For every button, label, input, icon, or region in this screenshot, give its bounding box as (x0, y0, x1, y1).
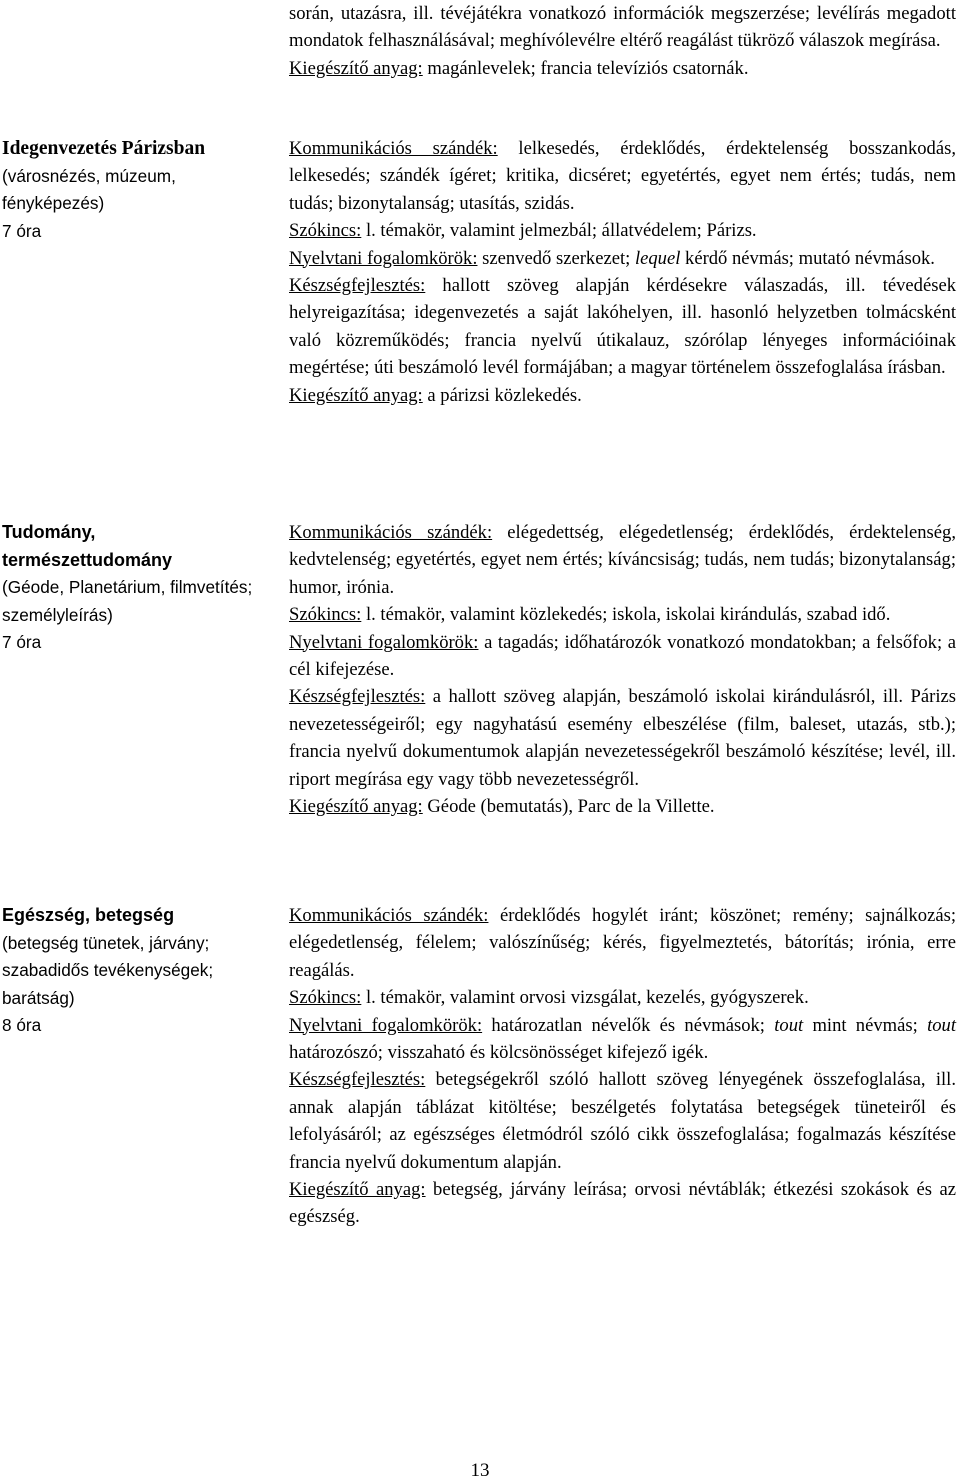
continuation-text: során, utazásra, ill. tévéjátékra vonatkozó információk megszerzése; levélírás megadott mondatok felhasználásával; meghívólevélre eltérő reagálást tükröző válaszok megírása. Kiegészítő anyag: magánlevelek; francia televíziós csatornák. (289, 3, 956, 79)
kommunikacios-szandek: Kommunikációs szándék: érdeklődés hogylét iránt; köszönet; remény; sajnálkozás; elégedetlenség, félelem; valószínűség; kérés, figyelmeztetés, bátorítás; irónia, erre reagálás. (289, 905, 956, 981)
topic-egeszseg (2, 902, 264, 1040)
topic-tudomany (2, 519, 264, 657)
kiegeszito-anyag: Kiegészítő anyag: betegség, járvány leírása; orvosi névtáblák; étkezési szokások és az egészség. (289, 1179, 956, 1228)
topic-title: Tudomány, (2, 522, 96, 542)
kiegeszito-anyag: Kiegészítő anyag: Géode (bemutatás), Parc de la Villette. (289, 796, 715, 818)
topic-title: Idegenvezetés Párizsban (2, 138, 206, 159)
szokincs: Szókincs: l. témakör, valamint jelmezbál; állatvédelem; Párizs. (289, 220, 757, 242)
kiegeszito-anyag: Kiegészítő anyag: a párizsi közlekedés. (289, 384, 582, 406)
continuation-block (289, 0, 956, 82)
topic-title: Egészség, betegség (2, 905, 175, 925)
keszsegfejlesztes: Készségfejlesztés: hallott szöveg alapján kérdésekre válaszadás, ill. tévedések helyreigazítása; idegenvezetés a saját lakóhelyen, ill. hasonló helyzetben tolmácsként való közreműködés; francia nyelvű útikalauz, szórólap lényeges információinak megértése; úti beszámoló levél formájában; a magyar történelem összefoglalása írásban. (289, 275, 956, 379)
szokincs: Szókincs: l. témakör, valamint orvosi vizsgálat, kezelés, gyógyszerek. (289, 987, 809, 1009)
nyelvtani-fogalomkorok: Nyelvtani fogalomkörök: határozatlan névelők és névmások; tout mint névmás; tout határozószó; visszaható és kölcsönösséget kifejező igék. (289, 1014, 956, 1064)
page-number: 13 (470, 1460, 490, 1481)
szokincs: Szókincs: l. témakör, valamint közlekedés; iskola, iskolai kirándulás, szabad idő. (289, 604, 891, 626)
topic-hours: 7 óra (2, 220, 42, 241)
kommunikacios-szandek: Kommunikációs szándék: lelkesedés, érdeklődés, érdektelenség bosszankodás, lelkesedés; szándék ígéret; kritika, dicséret; egyetértés, egyet nem értés; tudás, nem tudás; bizonytalanság; utasítás, szidás. (289, 138, 956, 214)
nyelvtani-fogalomkorok: Nyelvtani fogalomkörök: szenvedő szerkezet; lequel kérdő névmás; mutató névmások. (289, 247, 935, 269)
kieg-label: Kiegészítő anyag: (289, 57, 423, 79)
keszsegfejlesztes: Készségfejlesztés: a hallott szöveg alapján, beszámoló iskolai kirándulásról, ill. Párizs nevezetességeiről; egy nagyhatású esemény elbeszélése (film, baleset, utazás, stb.); francia nyelvű dokumentumok alapján nevezetességekről beszámoló készítése; levél, ill. riport megírása egy vagy több nevezetességről. (289, 686, 956, 790)
topic-hours: 8 óra (2, 1015, 42, 1035)
topic-description: (Géode, Planetárium, filmvetítés; személyleírás) (2, 577, 253, 625)
kommunikacios-szandek: Kommunikációs szándék: elégedettség, elégedetlenség; érdeklődés, érdektelenség, kedvtelenség; egyetértés, egyet nem értés; kíváncsiság; tudás, nem tudás; bizonytalanság; humor, irónia. (289, 522, 956, 598)
topic-hours: 7 óra (2, 632, 42, 652)
topic-description: (városnézés, múzeum, fényképezés) (2, 165, 176, 213)
topic-title-cont: természettudomány (2, 549, 173, 570)
content-idegenvezetes (289, 135, 956, 409)
topic-description: (betegség tünetek, járvány; szabadidős tevékenységek; barátság) (2, 932, 214, 1008)
keszsegfejlesztes: Készségfejlesztés: betegségekről szóló hallott szöveg lényegének összefoglalása, ill. annak alapján táblázat kitöltése; beszélgetés folytatása betegségek tüneteiről és lefolyásáról; az egészséges életmódról szóló cikk összefoglalása; fogalmazás készítése francia nyelvű dokumentum alapján. (289, 1069, 956, 1173)
topic-idegenvezetes (2, 135, 264, 245)
content-tudomany (289, 519, 956, 820)
nyelvtani-fogalomkorok: Nyelvtani fogalomkörök: a tagadás; időhatározók vonatkozó mondatokban; a felsőfok; a cél kifejezése. (289, 631, 957, 681)
content-egeszseg (289, 902, 956, 1231)
